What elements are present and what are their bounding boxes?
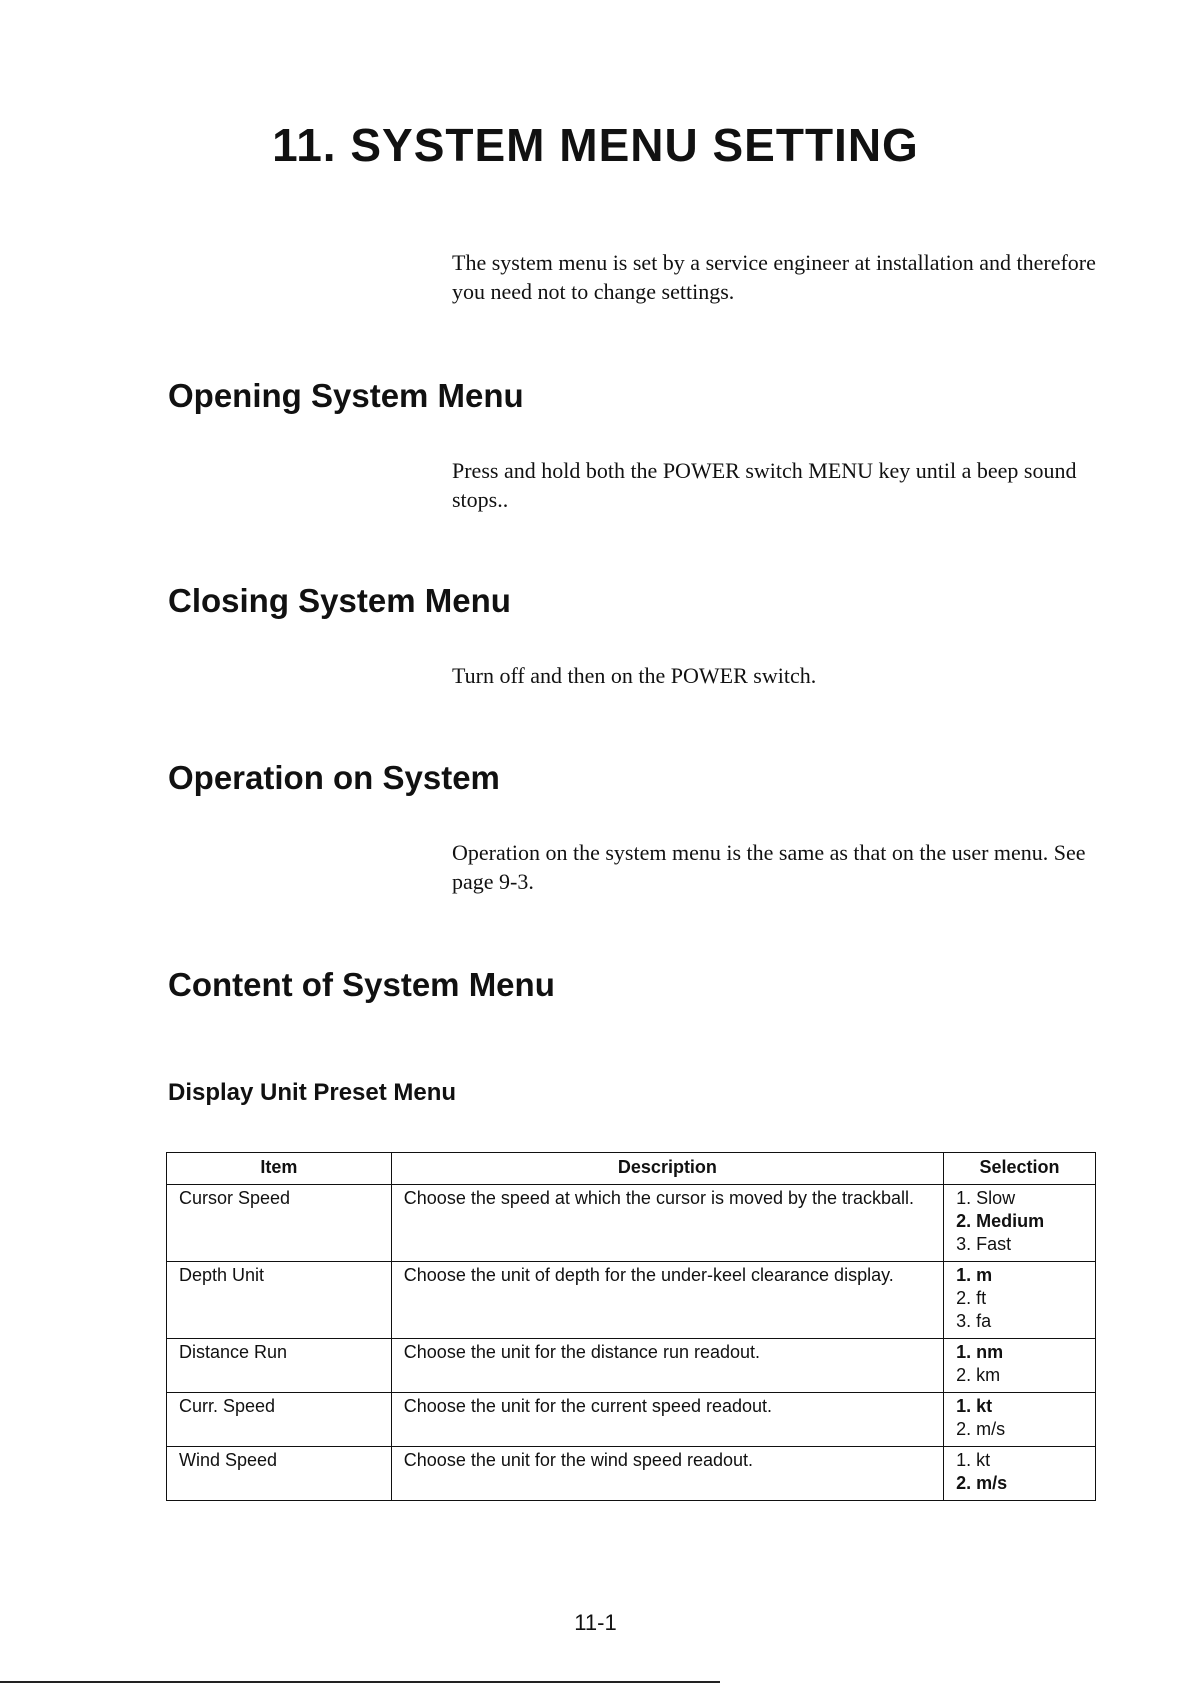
cell-description: Choose the unit for the current speed readout. [391,1393,943,1447]
bottom-divider [0,1681,720,1683]
cell-description: Choose the unit for the wind speed readout. [391,1447,943,1501]
section-body-opening: Press and hold both the POWER switch MENU key until a beep sound stops.. [452,458,1077,512]
cell-selection [944,1185,1096,1262]
selection-option: 1. kt [956,1450,991,1470]
intro-paragraph: The system menu is set by a service engineer at installation and therefore you need not to change settings. [452,250,1096,304]
table-row [167,1393,1096,1447]
selection-option: 2. Medium [956,1211,1045,1231]
table-header-row [167,1153,1096,1185]
selection-option: 2. km [956,1365,1001,1385]
table-row [167,1262,1096,1339]
section-heading-opening: Opening System Menu [168,377,524,414]
selection-option: 2. m/s [956,1419,1006,1439]
section-heading-closing: Closing System Menu [168,582,511,619]
selection-option: 1. kt [956,1396,993,1416]
display-unit-preset-table [166,1152,1096,1501]
page-title: 11. SYSTEM MENU SETTING [272,119,919,171]
cell-item: Wind Speed [167,1447,392,1501]
cell-item: Distance Run [167,1339,392,1393]
cell-item: Cursor Speed [167,1185,392,1262]
selection-option: 3. fa [956,1311,992,1331]
section-body-closing: Turn off and then on the POWER switch. [452,663,817,688]
table-row [167,1185,1096,1262]
selection-option: 3. Fast [956,1234,1012,1254]
selection-option: 1. m [956,1265,993,1285]
cell-selection [944,1393,1096,1447]
selection-option: 2. m/s [956,1473,1008,1493]
page-number: 11-1 [574,1610,617,1635]
cell-description: Choose the unit for the distance run readout. [391,1339,943,1393]
table-row [167,1339,1096,1393]
cell-selection [944,1447,1096,1501]
cell-selection [944,1262,1096,1339]
column-header-description: Description [391,1153,943,1185]
cell-item: Depth Unit [167,1262,392,1339]
cell-item: Curr. Speed [167,1393,392,1447]
cell-description: Choose the unit of depth for the under-keel clearance display. [391,1262,943,1339]
column-header-item: Item [167,1153,392,1185]
section-heading-content: Content of System Menu [168,966,555,1003]
column-header-selection: Selection [944,1153,1096,1185]
selection-option: 1. nm [956,1342,1004,1362]
section-body-operation: Operation on the system menu is the same as that on the user menu. See page 9-3. [452,840,1086,894]
cell-description: Choose the speed at which the cursor is moved by the trackball. [391,1185,943,1262]
section-heading-operation: Operation on System [168,759,500,796]
table-row [167,1447,1096,1501]
cell-selection [944,1339,1096,1393]
selection-option: 1. Slow [956,1188,1016,1208]
table-title: Display Unit Preset Menu [168,1079,457,1106]
selection-option: 2. ft [956,1288,987,1308]
